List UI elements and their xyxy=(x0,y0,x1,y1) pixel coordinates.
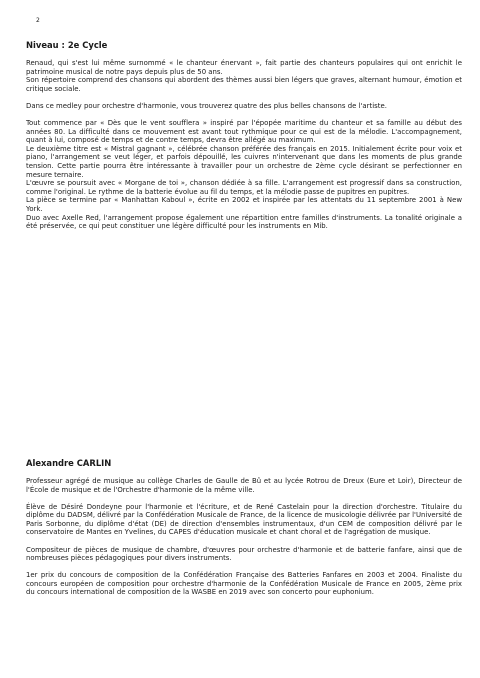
author-paragraph-4: 1er prix du concours de composition de la Confédération Française des Batteries Fanfares en 2003 et 2004. Finaliste du concours européen de composition pour orchestre d'harmonie de la Confédération Musicale de France en 2005, 2ème prix du concours international de composition de la WASBE en 2019 avec son concerto pour euphonium. xyxy=(26,571,462,597)
song-paragraph-4: La pièce se termine par « Manhattan Kaboul », écrite en 2002 et inspirée par les attentats du 11 septembre 2001 à New York. xyxy=(26,196,462,213)
song-paragraph-1: Tout commence par « Dès que le vent soufflera » inspiré par l'épopée maritime du chanteur et sa famille au début des années 80. La difficulté dans ce mouvement est avant tout rythmique pour ce qui est de la mélodie. L'accompagnement, quant à lui, composé de temps et de contre temps, devra être allégé au maximum. xyxy=(26,118,462,145)
author-paragraph-1: Professeur agrégé de musique au collège Charles de Gaulle de Bû et au lycée Rotrou de Dreux (Eure et Loir), Directeur de l'École de musique et de l'Orchestre d'harmonie de la même ville. xyxy=(26,477,462,494)
intro-paragraph-2: Son répertoire comprend des chansons qui abordent des thèmes aussi bien légers que graves, alternant humour, émotion et critique sociale. xyxy=(26,76,462,93)
author-heading: Alexandre CARLIN xyxy=(26,458,112,468)
medley-paragraph: Dans ce medley pour orchestre d'harmonie, vous trouverez quatre des plus belles chansons de l'artiste. xyxy=(26,101,387,110)
author-paragraph-2: Élève de Désiré Dondeyne pour l'harmonie et l'écriture, et de René Castelain pour la direction d'orchestre. Titulaire du diplôme du DADSM, délivré par la Confédération Musicale de France, de la licence de musicologie délivrée par l'Université de Paris Sorbonne, du diplôme d'état (DE) de direction d'ensembles instrumentaux, d'un CEM de composition délivré par le conservatoire de Mantes en Yvelines, du CAPES d'éducation musicale et chant choral et de l'agrégation de musique. xyxy=(26,502,462,537)
page-number: 2 xyxy=(36,17,40,24)
author-paragraph-3: Compositeur de pièces de musique de chambre, d'œuvres pour orchestre d'harmonie et de batterie fanfare, ainsi que de nombreuses pièces pédagogiques pour divers instruments. xyxy=(26,545,462,563)
song-paragraph-5: Duo avec Axelle Red, l'arrangement propose également une répartition entre familles d'instruments. La tonalité originale a été préservée, ce qui peut constituer une légère difficulté pour les instruments en Mib. xyxy=(26,213,462,231)
level-heading: Niveau : 2e Cycle xyxy=(26,40,108,50)
intro-paragraph-1: Renaud, qui s'est lui même surnommé « le chanteur énervant », fait partie des chanteurs populaires qui ont enrichit le patrimoine musical de notre pays depuis plus de 50 ans. xyxy=(26,59,462,76)
song-paragraph-2: Le deuxième titre est « Mistral gagnant », célébrée chanson préférée des français en 2015. Initialement écrite pour voix et piano, l'arrangement se veut léger, et parfois dépouillé, les cuivres n'intervenant que dans les moments de plus grande tension. Cette partie pourra être intéressante à travailler pour un orchestre de 2ème cycle désirant se perfectionner en mesure ternaire. xyxy=(26,144,462,179)
song-paragraph-3: L'œuvre se poursuit avec « Morgane de toi », chanson dédiée à sa fille. L'arrangement est progressif dans sa construction, comme l'original. Le rythme de la batterie évolue au fil du temps, et la mélodie passe de pupitres en pupitres. xyxy=(26,179,462,196)
author-section xyxy=(26,458,462,606)
level-section xyxy=(26,40,462,239)
